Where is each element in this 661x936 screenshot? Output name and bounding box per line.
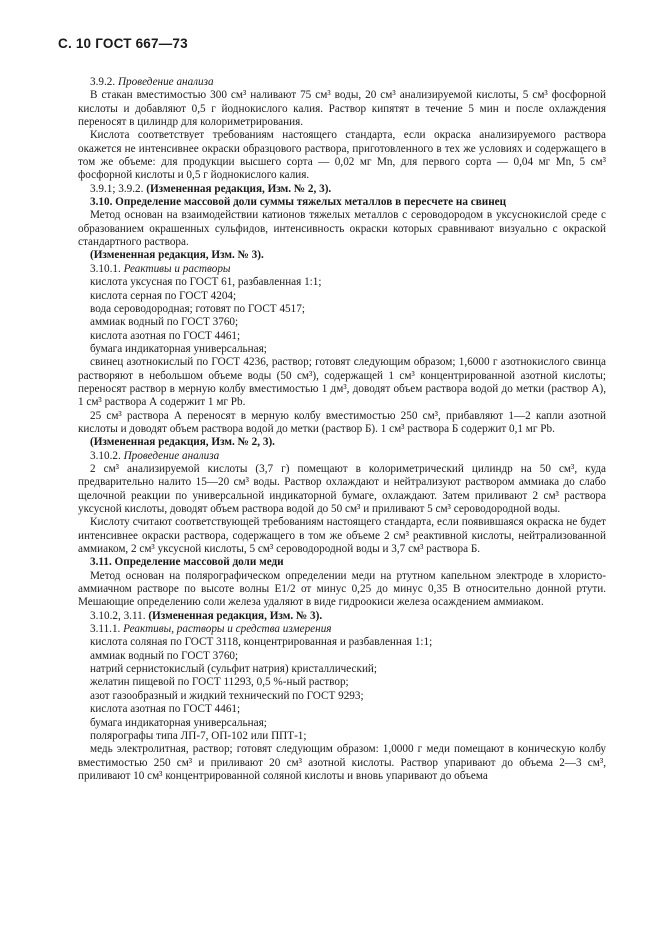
section-heading-3-10-2 <box>78 450 606 463</box>
section-title: Реактивы и растворы <box>123 262 231 275</box>
section-heading-3-10-1 <box>78 263 606 276</box>
section-number: 3.11.1. <box>90 623 121 636</box>
section-title: Реактивы, растворы и средства измерения <box>123 623 332 636</box>
paragraph: Кислота соответствует требованиям настоящего стандарта, если окраска анализируемого раствора окажется не интенсивнее окраски образцового раствора, приготовленного в тех же условиях и содержащего в том же объеме: для продукции высшего сорта — 0,02 мг Mn, для первого сорта — 0,04 мг Mn, 5 см³ фосфорной кислоты и 0,5 г йоднокислого калия. <box>78 129 606 182</box>
list-item: желатин пищевой по ГОСТ 11293, 0,5 %-ный раствор; <box>90 676 349 689</box>
list-item: полярографы типа ЛП-7, ОП-102 или ППТ-1; <box>90 729 307 742</box>
paragraph: 2 см³ анализируемой кислоты (3,7 г) помещают в колориметрический цилиндр на 50 см³, куда предварительно налито 15—20 см³ воды. Раствор охлаждают и нейтрализуют раствором аммиака до слабо щелочной реакции по универсальной индикаторной бумаге, охлаждают. Затем приливают 2 см³ раствора уксусной кислоты, доводят объем раствора водой до 50 см³ и приливают 5 см³ сероводородной воды. <box>78 462 606 515</box>
list-item: натрий сернистокислый (сульфит натрия) кристаллический; <box>90 663 378 676</box>
list-item: аммиак водный по ГОСТ 3760; <box>90 649 239 662</box>
section-heading-3-11-1 <box>78 623 606 636</box>
list-item: кислота соляная по ГОСТ 3118, концентрированная и разбавленная 1:1; <box>90 636 433 649</box>
list-item: кислота уксусная по ГОСТ 61, разбавленная 1:1; <box>90 276 322 289</box>
section-number: 3.10.2. <box>90 449 121 462</box>
amendment-note: (Измененная редакция, Изм. № 2, 3). <box>90 436 275 449</box>
list-item: медь электролитная, раствор; готовят следующим образом: 1,0000 г меди помещают в коническую колбу вместимостью 250 см³ и приливают 20 см³ азотной кислоты. Раствор упаривают до объема 2—3 см³, приливают 10 см³ концентрированной соляной кислоты и вновь упаривают до объема <box>78 743 606 782</box>
section-heading-3-11: 3.11. Определение массовой доли меди <box>90 556 284 569</box>
list-item: вода сероводородная; готовят по ГОСТ 4517; <box>90 302 305 315</box>
list-item: азот газообразный и жидкий технический по ГОСТ 9293; <box>90 689 364 702</box>
page-header: С. 10 ГОСТ 667—73 <box>58 36 188 51</box>
section-number: 3.10.1. <box>90 262 121 275</box>
list-item: бумага индикаторная универсальная; <box>90 342 267 355</box>
amendment-note <box>78 610 606 623</box>
section-title: Проведение анализа <box>117 76 214 88</box>
section-title: Проведение анализа <box>123 449 220 462</box>
list-item: кислота азотная по ГОСТ 4461; <box>90 329 241 342</box>
list-item: кислота серная по ГОСТ 4204; <box>90 289 237 302</box>
list-item: бумага индикаторная универсальная; <box>90 716 267 729</box>
paragraph: Метод основан на полярографическом определении меди на ртутном капельном электроде в хлористо-аммиачном растворе по высоте волны E1/2 от минус 0,25 до минус 0,35 В относительно донной ртути. Мешающие определению соли железа удаляют в виде гидроокиси железа осаждением аммиаком. <box>78 569 606 609</box>
paragraph: В стакан вместимостью 300 см³ наливают 75 см³ воды, 20 см³ анализируемой кислоты, 5 см³ фосфорной кислоты и добавляют 0,5 г йоднокислого калия. Раствор кипятят в течение 5 мин и после охлаждения переносят в цилиндр для колориметрирования. <box>78 89 606 129</box>
section-number: 3.9.2. <box>90 76 116 88</box>
section-heading-3-9-2 <box>78 76 606 89</box>
amendment-text: (Измененная редакция, Изм. № 3). <box>148 609 323 622</box>
list-item: аммиак водный по ГОСТ 3760; <box>90 316 239 329</box>
section-number: 3.9.1; 3.9.2. <box>90 182 144 195</box>
section-number: 3.10.2, 3.11. <box>90 609 146 622</box>
amendment-text: (Измененная редакция, Изм. № 2, 3). <box>146 182 332 195</box>
paragraph: 25 см³ раствора А переносят в мерную колбу вместимостью 250 см³, прибавляют 1—2 капли азотной кислоты и доводят объем раствора водой до метки (раствор Б). 1 см³ раствора Б содержит 0,1 мг Pb. <box>78 409 606 435</box>
list-item: свинец азотнокислый по ГОСТ 4236, раствор; готовят следующим образом; 1,6000 г азотнокислого свинца растворяют в небольшом объеме воды (50 см³), содержащей 1 см³ концентрированной азотной кислоты; переносят раствор в мерную колбу вместимостью 1 дм³, доводят объем раствора водой до метки (раствор А), 1 см³ раствора А содержит 1 мг Pb. <box>78 356 606 409</box>
paragraph: Метод основан на взаимодействии катионов тяжелых металлов с сероводородом в уксуснокислой среде с образованием окрашенных сульфидов, интенсивность окраски которых сравнивают визуально с окраской стандартного раствора. <box>78 209 606 249</box>
list-item: кислота азотная по ГОСТ 4461; <box>90 703 241 716</box>
paragraph: Кислоту считают соответствующей требованиям настоящего стандарта, если появившаяся окраска не будет интенсивнее окраски раствора, содержащего в том же объеме 2 см³ реактивной кислоты, нейтрализованной аммиаком, 2 см³ уксусной кислоты, 5 см³ сероводородной воды и 3,7 см³ раствора Б. <box>78 516 606 556</box>
amendment-note: (Измененная редакция, Изм. № 3). <box>90 249 264 262</box>
amendment-note <box>78 183 606 196</box>
document-body <box>78 76 606 783</box>
section-heading-3-10: 3.10. Определение массовой доли суммы тяжелых металлов в пересчете на свинец <box>90 196 507 209</box>
